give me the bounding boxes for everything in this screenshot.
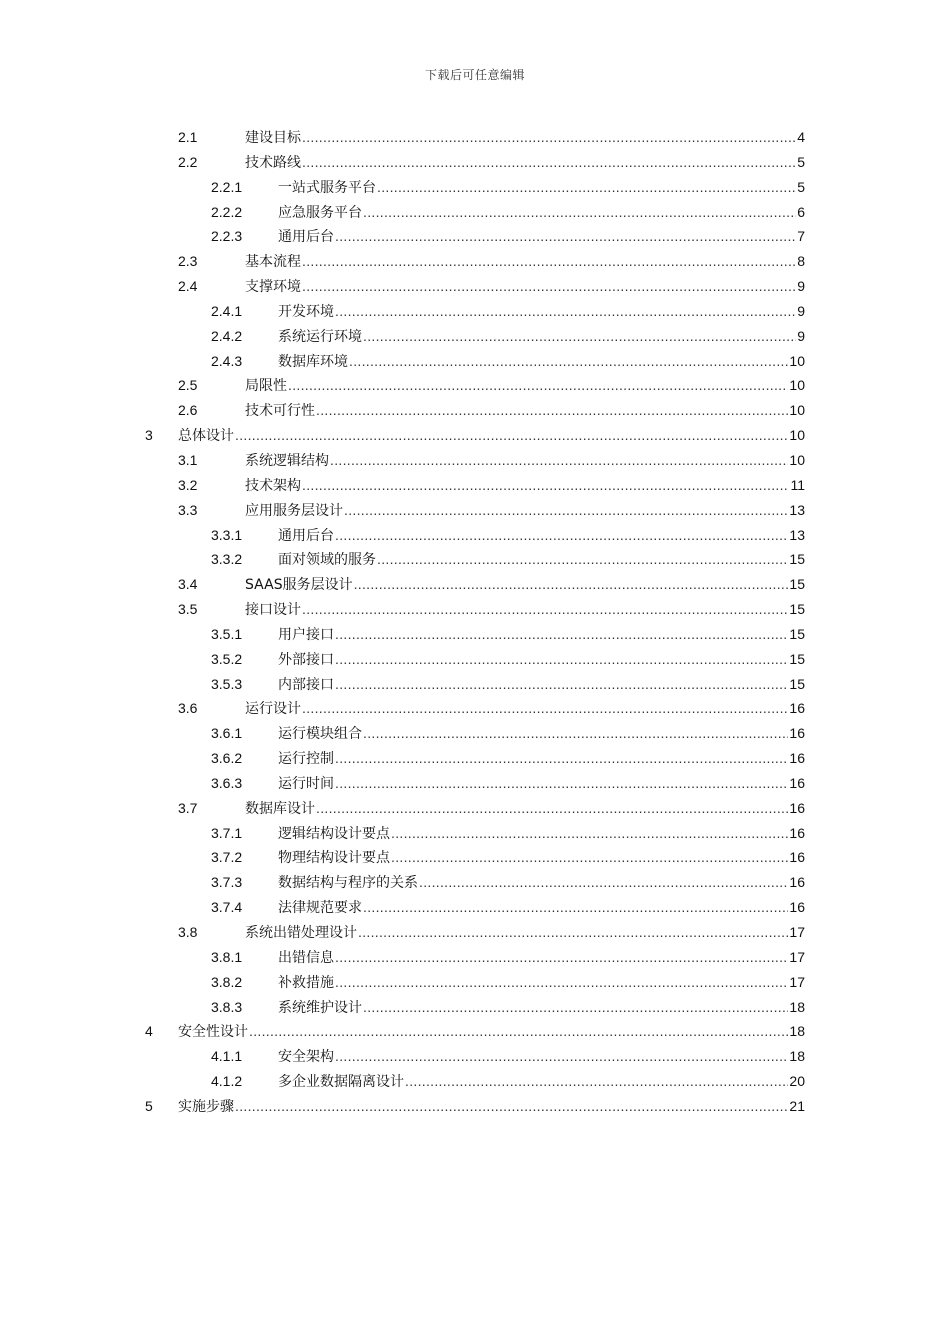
toc-entry-title: 技术可行性 [245, 403, 315, 420]
toc-entry-title: 接口设计 [245, 602, 301, 619]
toc-entry-line [278, 622, 805, 648]
toc-entry-page-number: 15 [789, 650, 805, 667]
toc-dot-leader [335, 746, 788, 771]
toc-entry-page-number: 10 [789, 427, 805, 444]
toc-entry-line [278, 746, 805, 772]
toc-entry-page-number: 18 [789, 1048, 805, 1065]
toc-entry-page-number: 10 [789, 377, 805, 394]
toc-dot-leader [344, 498, 788, 523]
toc-entry-line [245, 597, 805, 623]
toc-entry-line [278, 895, 805, 921]
toc-dot-leader [335, 970, 788, 995]
toc-entry-title: 数据结构与程序的关系 [278, 875, 418, 892]
toc-entry[interactable] [0, 398, 950, 423]
toc-entry-line [278, 299, 805, 325]
toc-entry-line [245, 448, 805, 474]
toc-dot-leader [235, 423, 788, 448]
toc-entry-title: 应用服务层设计 [245, 502, 343, 519]
toc-dot-leader [358, 920, 788, 945]
toc-dot-leader [349, 349, 788, 374]
toc-dot-leader [335, 945, 788, 970]
toc-entry[interactable] [0, 373, 950, 398]
toc-entry-title: 通用后台 [278, 527, 334, 544]
toc-dot-leader [335, 523, 788, 548]
toc-entry-page-number: 17 [789, 973, 805, 990]
toc-entry-title: 系统逻辑结构 [245, 452, 329, 469]
toc-entry-title: 内部接口 [278, 676, 334, 693]
toc-entry-page-number: 16 [789, 824, 805, 841]
toc-entry-page-number: 5 [797, 178, 805, 195]
toc-entry[interactable] [0, 647, 950, 672]
toc-dot-leader [363, 721, 788, 746]
toc-entry-number: 3.7.4 [211, 899, 243, 916]
toc-entry-page-number: 15 [789, 576, 805, 593]
toc-entry-line [278, 870, 805, 896]
toc-entry-page-number: 10 [789, 402, 805, 419]
toc-entry-number: 2.4.1 [211, 302, 243, 319]
toc-entry-line [178, 423, 805, 449]
toc-entry[interactable] [0, 995, 950, 1020]
toc-entry[interactable] [0, 200, 950, 225]
toc-entry-number: 2.2 [178, 153, 198, 170]
toc-entry-title: 基本流程 [245, 254, 301, 271]
toc-entry-page-number: 16 [789, 799, 805, 816]
toc-entry-title: 开发环境 [278, 303, 334, 320]
toc-entry-page-number: 10 [789, 352, 805, 369]
toc-dot-leader [316, 398, 788, 423]
toc-entry-number: 3.8 [178, 924, 198, 940]
toc-entry[interactable] [0, 796, 950, 821]
toc-entry-number: 2.4 [178, 278, 198, 295]
toc-entry-line [178, 1094, 805, 1120]
toc-entry-title: 运行设计 [245, 701, 301, 718]
toc-entry-number: 3.3.2 [211, 551, 243, 568]
toc-entry[interactable] [0, 821, 950, 846]
toc-entry-page-number: 16 [789, 700, 805, 717]
toc-entry-page-number: 16 [789, 725, 805, 742]
toc-entry-line [245, 796, 805, 822]
toc-entry-line [278, 995, 805, 1021]
toc-entry-line [245, 498, 805, 524]
toc-entry-line [278, 547, 805, 573]
toc-entry-line [245, 274, 805, 300]
toc-entry-number: 3.6.2 [211, 750, 243, 767]
toc-entry-number: 3.3.1 [211, 526, 243, 543]
toc-entry-number: 2.2.1 [211, 178, 243, 195]
toc-entry[interactable] [0, 1069, 950, 1094]
toc-entry-number: 2.1 [178, 129, 198, 145]
toc-entry[interactable] [0, 572, 950, 597]
toc-dot-leader [235, 1094, 788, 1119]
toc-entry-number: 3.6.1 [211, 725, 243, 742]
toc-entry-title: 局限性 [245, 378, 287, 395]
toc-entry-title: 系统出错处理设计 [245, 925, 357, 941]
toc-entry[interactable] [0, 945, 950, 970]
toc-entry-number: 4.1.2 [211, 1073, 243, 1090]
toc-entry-title: 系统维护设计 [278, 999, 362, 1016]
toc-dot-leader [335, 647, 788, 672]
toc-entry[interactable] [0, 1094, 950, 1119]
toc-entry-title: 补救措施 [278, 974, 334, 991]
toc-entry[interactable] [0, 746, 950, 771]
toc-entry-line [278, 200, 805, 226]
toc-entry-title: 运行控制 [278, 751, 334, 768]
toc-entry-line [278, 945, 805, 971]
toc-entry-line [245, 249, 805, 275]
toc-entry-number: 3.7.2 [211, 849, 243, 866]
toc-entry-number: 2.4.3 [211, 352, 243, 369]
toc-entry[interactable] [0, 1044, 950, 1069]
toc-entry-title: 逻辑结构设计要点 [278, 825, 390, 842]
toc-entry-number: 4 [145, 1023, 153, 1040]
toc-entry-number: 2.3 [178, 253, 198, 270]
toc-entry-number: 3.6 [178, 700, 198, 717]
toc-entry-page-number: 9 [797, 278, 805, 295]
toc-entry-line [245, 696, 805, 722]
toc-entry-line [178, 1019, 805, 1045]
toc-entry[interactable] [0, 324, 950, 349]
toc-entry-line [278, 224, 805, 250]
toc-dot-leader [419, 870, 788, 895]
toc-entry-line [278, 647, 805, 673]
toc-dot-leader [405, 1069, 788, 1094]
toc-entry-page-number: 5 [797, 153, 805, 170]
toc-entry-number: 3.5.3 [211, 675, 243, 692]
toc-entry[interactable] [0, 175, 950, 200]
toc-dot-leader [335, 771, 788, 796]
toc-entry-title: 面对领域的服务 [278, 552, 376, 569]
toc-entry-number: 2.5 [178, 377, 198, 394]
toc-entry-page-number: 18 [789, 998, 805, 1015]
toc-dot-leader [335, 224, 796, 249]
toc-dot-leader [316, 796, 788, 821]
toc-entry-title: 物理结构设计要点 [278, 850, 390, 867]
toc-entry-title: 多企业数据隔离设计 [278, 1074, 404, 1091]
toc-entry[interactable] [0, 721, 950, 746]
toc-entry-line [278, 523, 805, 549]
toc-entry-page-number: 17 [789, 924, 805, 940]
toc-entry-title: 支撑环境 [245, 279, 301, 296]
toc-entry[interactable] [0, 1019, 950, 1044]
toc-entry-title: 总体设计 [178, 428, 234, 445]
toc-entry-line [245, 473, 805, 499]
toc-entry-number: 3.5 [178, 601, 198, 618]
toc-entry-page-number: 16 [789, 874, 805, 891]
toc-entry-title: 外部接口 [278, 651, 334, 668]
toc-entry[interactable] [0, 622, 950, 647]
toc-entry[interactable] [0, 498, 950, 523]
toc-dot-leader [377, 547, 788, 572]
toc-entry-line [278, 721, 805, 747]
toc-entry[interactable] [0, 672, 950, 697]
toc-entry-page-number: 20 [789, 1073, 805, 1090]
toc-entry-page-number: 13 [789, 526, 805, 543]
toc-entry-page-number: 10 [789, 451, 805, 468]
toc-entry-page-number: 8 [797, 253, 805, 270]
toc-entry-line [278, 845, 805, 871]
toc-entry-page-number: 16 [789, 750, 805, 767]
toc-entry-number: 3.5.2 [211, 650, 243, 667]
toc-entry-page-number: 17 [789, 948, 805, 965]
toc-entry[interactable] [0, 224, 950, 249]
toc-entry-line [245, 920, 805, 946]
toc-dot-leader [363, 895, 788, 920]
toc-entry-page-number: 15 [789, 551, 805, 568]
toc-dot-leader [302, 597, 788, 622]
page-header-text: 下载后可任意编辑 [424, 68, 525, 82]
toc-entry-page-number: 16 [789, 849, 805, 866]
toc-entry-number: 3.1 [178, 451, 198, 468]
toc-entry-title: 系统运行环境 [278, 328, 362, 345]
toc-entry[interactable] [0, 597, 950, 622]
toc-entry-line [245, 125, 805, 151]
toc-dot-leader [288, 373, 788, 398]
toc-entry-page-number: 15 [789, 675, 805, 692]
toc-entry-line [245, 572, 805, 598]
toc-entry-page-number: 9 [797, 327, 805, 344]
toc-entry-title: 运行模块组合 [278, 726, 362, 743]
toc-entry-number: 3.8.3 [211, 998, 243, 1015]
toc-entry-number: 3 [145, 427, 153, 444]
toc-entry-page-number: 7 [797, 228, 805, 245]
toc-entry[interactable] [0, 895, 950, 920]
toc-entry[interactable] [0, 448, 950, 473]
toc-dot-leader [302, 150, 796, 175]
toc-entry-number: 3.7 [178, 799, 198, 816]
toc-entry-title: 数据库设计 [245, 800, 315, 817]
toc-entry-title: SAAS服务层设计 [245, 577, 353, 594]
toc-entry[interactable] [0, 274, 950, 299]
toc-dot-leader [302, 473, 789, 498]
toc-dot-leader [391, 821, 788, 846]
toc-entry[interactable] [0, 125, 950, 150]
toc-entry[interactable] [0, 547, 950, 572]
toc-entry-page-number: 6 [797, 203, 805, 220]
toc-entry-number: 5 [145, 1097, 153, 1114]
toc-entry-number: 2.2.2 [211, 203, 243, 220]
toc-entry-number: 3.6.3 [211, 774, 243, 791]
toc-entry-page-number: 13 [789, 501, 805, 518]
toc-dot-leader [335, 1044, 788, 1069]
toc-entry[interactable] [0, 870, 950, 895]
toc-entry-line [245, 398, 805, 424]
toc-dot-leader [335, 299, 796, 324]
toc-entry-page-number: 9 [797, 302, 805, 319]
toc-entry[interactable] [0, 771, 950, 796]
toc-entry-page-number: 15 [789, 625, 805, 642]
toc-entry-page-number: 18 [789, 1023, 805, 1040]
toc-entry-line [245, 150, 805, 176]
toc-entry-line [278, 1069, 805, 1095]
toc-entry-number: 2.6 [178, 402, 198, 419]
toc-entry-number: 2.2.3 [211, 228, 243, 245]
toc-entry-page-number: 11 [790, 476, 805, 493]
toc-entry-line [278, 324, 805, 350]
toc-entry[interactable] [0, 696, 950, 721]
toc-entry-number: 3.7.1 [211, 824, 243, 841]
toc-entry[interactable] [0, 249, 950, 274]
toc-entry-line [278, 349, 805, 375]
toc-entry-number: 3.3 [178, 501, 198, 518]
toc-entry-line [278, 970, 805, 996]
toc-entry-number: 3.8.1 [211, 948, 243, 965]
toc-entry-number: 4.1.1 [211, 1048, 243, 1065]
toc-dot-leader [302, 696, 788, 721]
toc-dot-leader [391, 845, 788, 870]
toc-entry-line [278, 1044, 805, 1070]
toc-entry-title: 技术架构 [245, 477, 301, 494]
toc-entry-number: 3.8.2 [211, 973, 243, 990]
toc-entry[interactable] [0, 423, 950, 448]
toc-dot-leader [302, 125, 796, 150]
toc-entry-number: 3.7.3 [211, 874, 243, 891]
toc-entry-title: 安全性设计 [178, 1024, 248, 1041]
toc-dot-leader [354, 572, 789, 597]
toc-entry-title: 通用后台 [278, 229, 334, 246]
toc-entry-title: 运行时间 [278, 775, 334, 792]
toc-entry-line [278, 821, 805, 847]
toc-entry-title: 应急服务平台 [278, 204, 362, 221]
toc-dot-leader [302, 249, 796, 274]
toc-dot-leader [363, 200, 796, 225]
toc-entry-line [245, 373, 805, 399]
toc-entry-title: 数据库环境 [278, 353, 348, 370]
toc-entry-title: 技术路线 [245, 154, 301, 171]
toc-entry-page-number: 16 [789, 899, 805, 916]
toc-entry-number: 3.5.1 [211, 625, 243, 642]
toc-entry[interactable] [0, 523, 950, 548]
toc-entry-number: 2.4.2 [211, 327, 243, 344]
toc-entry[interactable] [0, 349, 950, 374]
toc-entry-title: 出错信息 [278, 949, 334, 966]
toc-entry[interactable] [0, 845, 950, 870]
toc-entry-line [278, 771, 805, 797]
toc-entry[interactable] [0, 920, 950, 945]
toc-dot-leader [363, 324, 796, 349]
toc-entry-line [278, 175, 805, 201]
toc-dot-leader [302, 274, 796, 299]
toc-dot-leader [249, 1019, 788, 1044]
toc-entry-title: 安全架构 [278, 1049, 334, 1066]
toc-entry-page-number: 21 [789, 1097, 805, 1114]
toc-dot-leader [377, 175, 796, 200]
toc-entry-title: 一站式服务平台 [278, 179, 376, 196]
toc-entry-title: 用户接口 [278, 626, 334, 643]
toc-entry-page-number: 16 [789, 774, 805, 791]
toc-entry-number: 3.4 [178, 576, 198, 593]
toc-entry-title: 建设目标 [245, 130, 301, 146]
toc-dot-leader [363, 995, 788, 1020]
toc-entry-page-number: 15 [789, 601, 805, 618]
toc-dot-leader [330, 448, 788, 473]
toc-entry[interactable] [0, 150, 950, 175]
toc-dot-leader [335, 622, 788, 647]
toc-entry[interactable] [0, 473, 950, 498]
toc-entry-title: 实施步骤 [178, 1098, 234, 1115]
toc-entry[interactable] [0, 970, 950, 995]
toc-entry[interactable] [0, 299, 950, 324]
toc-entry-page-number: 4 [797, 129, 805, 145]
toc-entry-title: 法律规范要求 [278, 900, 362, 917]
toc-entry-line [278, 672, 805, 698]
toc-dot-leader [335, 672, 788, 697]
table-of-contents [0, 125, 950, 1119]
toc-entry-number: 3.2 [178, 476, 198, 493]
